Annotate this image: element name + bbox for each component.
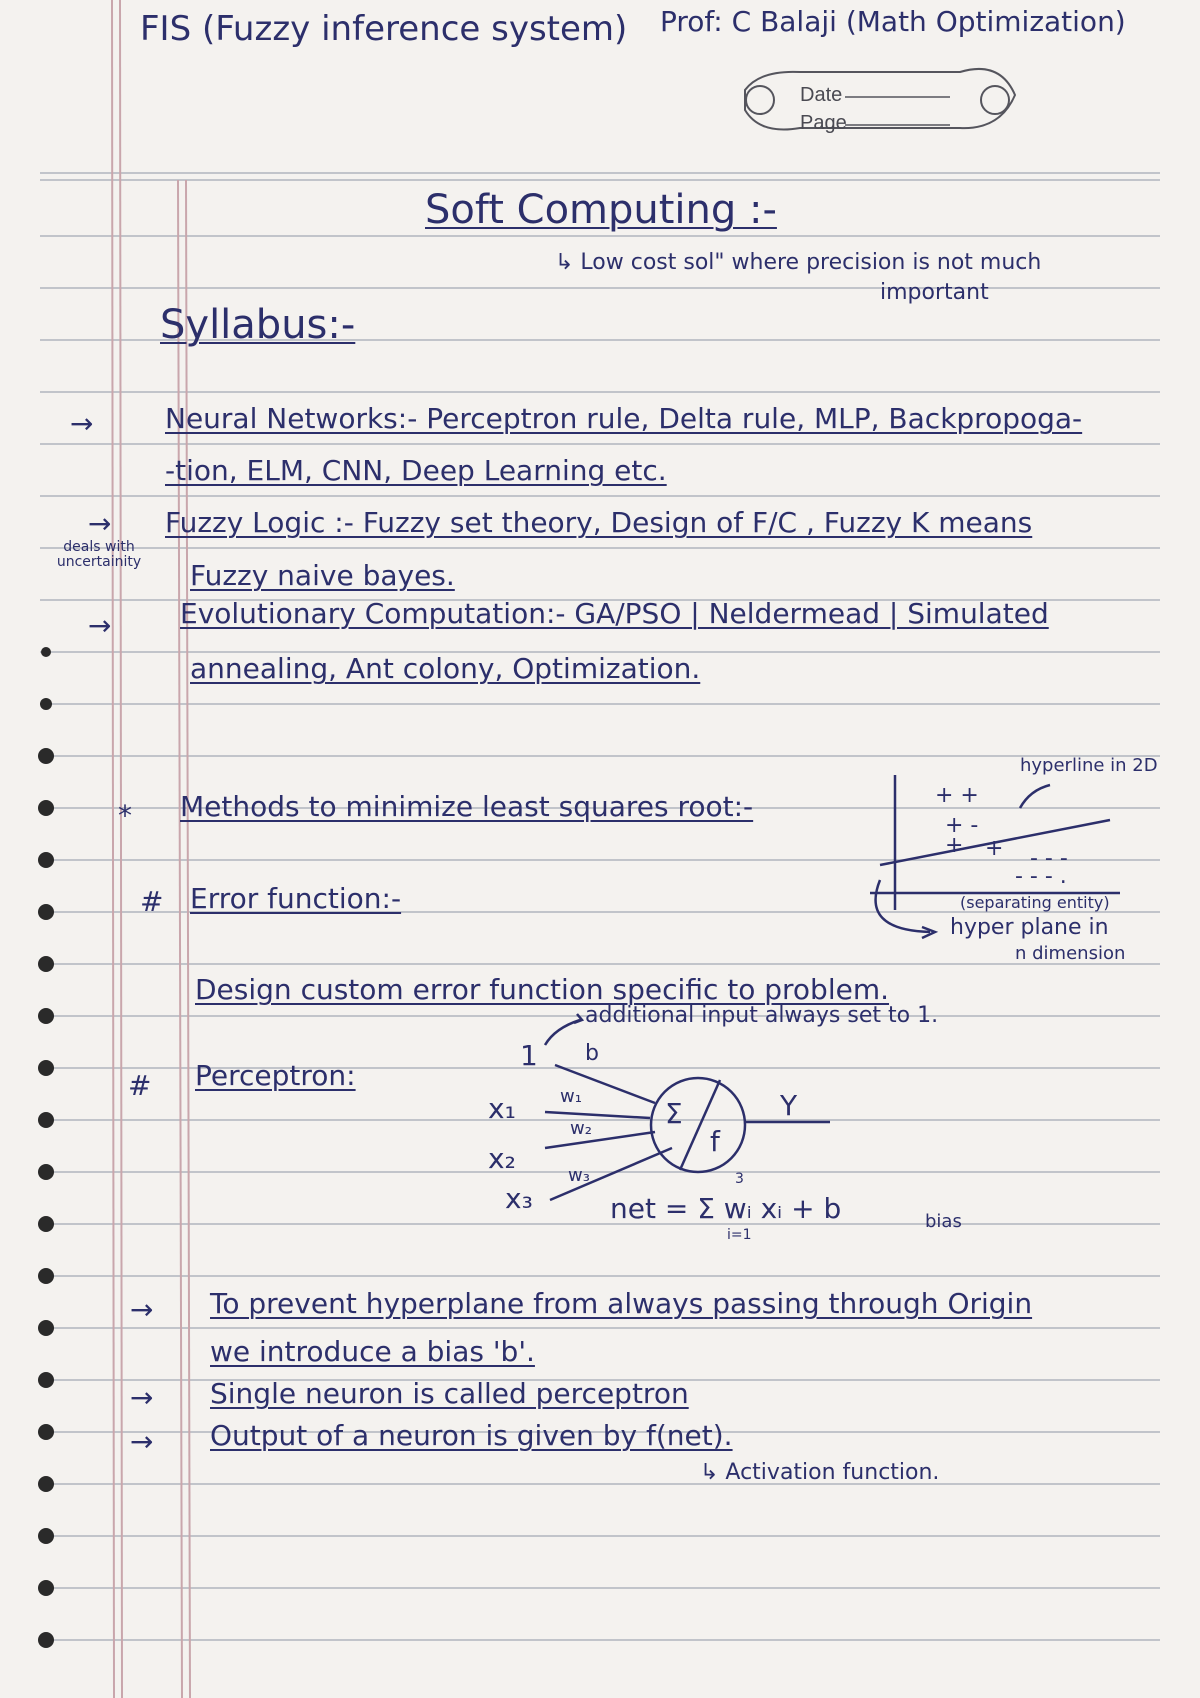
date-label: Date	[800, 84, 843, 106]
arrow-bullet: →	[130, 1381, 154, 1414]
sum-lower-limit: i=1	[727, 1227, 752, 1243]
perceptron-input-one: 1	[520, 1039, 538, 1072]
syllabus-neural-networks: Neural Networks:- Perceptron rule, Delta rule, MLP, Backpropoga-	[165, 402, 1083, 435]
syllabus-heading: Syllabus:-	[160, 302, 356, 348]
additional-input-note: additional input always set to 1.	[585, 1003, 939, 1028]
methods-bullet: *	[118, 799, 132, 832]
header-left-title: FIS (Fuzzy inference system)	[140, 9, 628, 49]
arrow-bullet: →	[130, 1293, 154, 1326]
minus-row-2: - - - .	[1015, 864, 1067, 889]
error-function-design-note: Design custom error function specific to problem.	[195, 973, 890, 1006]
perceptron-sigma: Σ	[665, 1097, 683, 1130]
perceptron-w1: w₁	[560, 1086, 582, 1107]
plus-row-4: +	[985, 836, 1004, 861]
title-note: ↳ Low cost sol" where precision is not much	[555, 250, 1042, 275]
perceptron-heading: Perceptron:	[195, 1059, 356, 1092]
sum-upper-limit: 3	[735, 1171, 744, 1187]
hyperplane-label-1: hyper plane in	[950, 915, 1109, 940]
perceptron-w2: w₂	[570, 1118, 592, 1139]
bias-note: bias	[925, 1211, 962, 1232]
syllabus-evolutionary: Evolutionary Computation:- GA/PSO | Neldermead | Simulated	[180, 597, 1049, 630]
perceptron-bias-b: b	[585, 1041, 599, 1066]
header-right-title: Prof: C Balaji (Math Optimization)	[660, 5, 1126, 38]
note-bias-line1: To prevent hyperplane from always passing through Origin	[210, 1287, 1033, 1320]
perceptron-net-equation: net = Σ wᵢ xᵢ + b	[610, 1192, 842, 1225]
perceptron-x3: x₃	[505, 1182, 533, 1215]
perceptron-activation-f: f	[710, 1125, 720, 1158]
arrow-bullet: →	[130, 1425, 154, 1458]
syllabus-fuzzy-logic-cont: Fuzzy naive bayes.	[190, 559, 455, 592]
perceptron-w3: w₃	[568, 1165, 590, 1186]
plus-row-2: + -	[945, 813, 979, 838]
syllabus-neural-networks-cont: -tion, ELM, CNN, Deep Learning etc.	[165, 454, 667, 487]
arrow-bullet: →	[70, 407, 94, 440]
error-function-heading: Error function:-	[190, 882, 402, 915]
perceptron-bullet: #	[128, 1069, 152, 1102]
syllabus-evolutionary-cont: annealing, Ant colony, Optimization.	[190, 652, 701, 685]
separating-note: (separating entity)	[960, 893, 1110, 912]
minus-row-1: - - -	[1030, 846, 1068, 871]
title-note-cont: important	[880, 280, 989, 305]
note-activation: ↳ Activation function.	[700, 1460, 940, 1485]
hyperplane-label-2: n dimension	[1015, 943, 1126, 964]
perceptron-x2: x₂	[488, 1142, 516, 1175]
syllabus-fuzzy-logic: Fuzzy Logic :- Fuzzy set theory, Design of F/C , Fuzzy K means	[165, 506, 1033, 539]
fuzzy-margin-note: deals with uncertainity	[56, 539, 142, 570]
note-output: Output of a neuron is given by f(net).	[210, 1419, 733, 1452]
perceptron-x1: x₁	[488, 1092, 516, 1125]
perceptron-output-y: Y	[780, 1089, 798, 1122]
note-single-neuron: Single neuron is called perceptron	[210, 1377, 689, 1410]
page-label: Page	[800, 112, 847, 134]
hyperline-label: hyperline in 2D	[1020, 755, 1158, 776]
error-function-bullet: #	[140, 885, 164, 918]
arrow-bullet: →	[88, 609, 112, 642]
note-bias-line2: we introduce a bias 'b'.	[210, 1335, 535, 1368]
methods-heading: Methods to minimize least squares root:-	[180, 790, 754, 823]
plus-row-1: + +	[935, 783, 979, 808]
plus-row-3: +	[945, 833, 964, 858]
page-title: Soft Computing :-	[425, 187, 777, 233]
arrow-bullet: →	[88, 507, 112, 540]
